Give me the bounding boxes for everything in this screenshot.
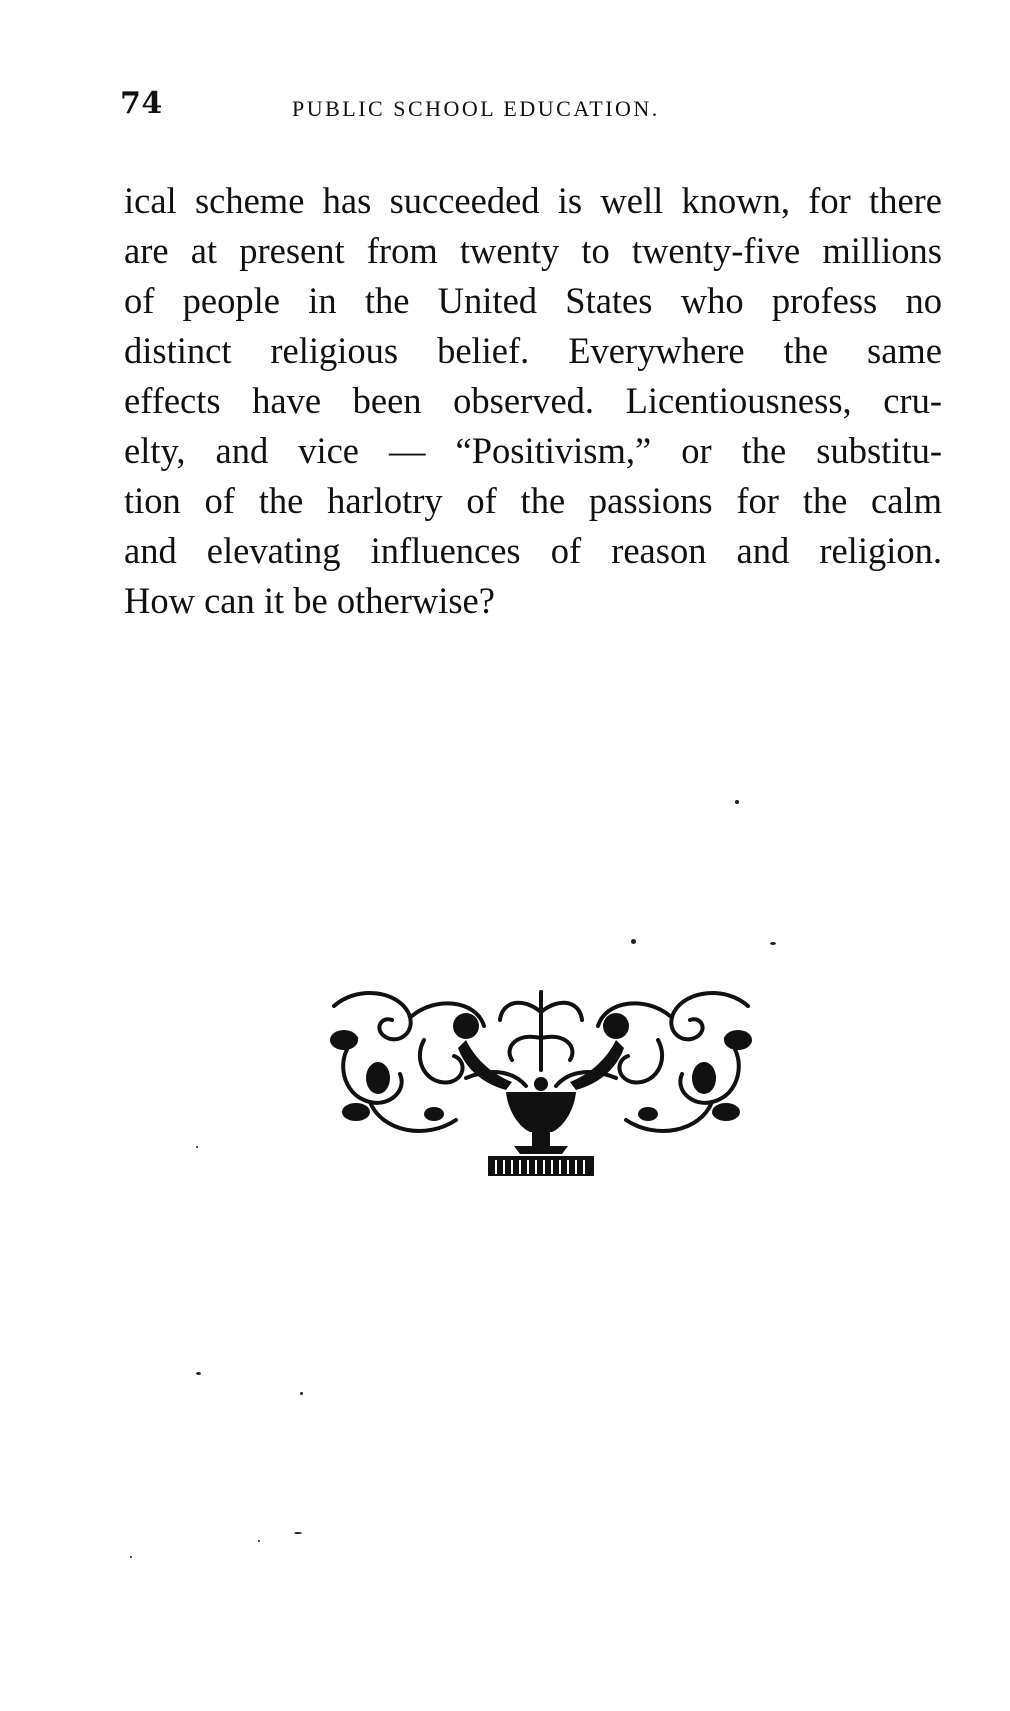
- text-line: distinct religious belief. Everywhere the same: [124, 330, 942, 371]
- body-paragraph: [124, 176, 942, 626]
- print-speck: [196, 1372, 201, 1375]
- text-line: ical scheme has succeeded is well known, for there: [124, 180, 942, 221]
- running-head: [120, 86, 890, 126]
- print-speck: [294, 1532, 302, 1534]
- text-line: elty, and vice — “Positivism,” or the substitu-: [124, 430, 942, 471]
- print-speck: [735, 800, 739, 804]
- text-line: and elevating influences of reason and religion.: [124, 530, 942, 571]
- text-line: tion of the harlotry of the passions for the calm: [124, 480, 942, 521]
- print-speck: [130, 1556, 132, 1558]
- print-speck: [631, 939, 636, 944]
- print-speck: [300, 1392, 303, 1395]
- print-speck: [196, 1146, 198, 1148]
- urn-scroll-ornament-icon: [316, 982, 766, 1182]
- page-number: 74: [120, 86, 163, 121]
- text-line: effects have been observed. Licentiousness, cru-: [124, 380, 942, 421]
- text-line: are at present from twenty to twenty-five millions: [124, 230, 942, 271]
- text-line: How can it be otherwise?: [124, 580, 495, 621]
- print-speck: [258, 1540, 260, 1542]
- print-speck: [770, 942, 776, 945]
- text-line: of people in the United States who profess no: [124, 280, 942, 321]
- running-title: PUBLIC SCHOOL EDUCATION.: [292, 96, 660, 121]
